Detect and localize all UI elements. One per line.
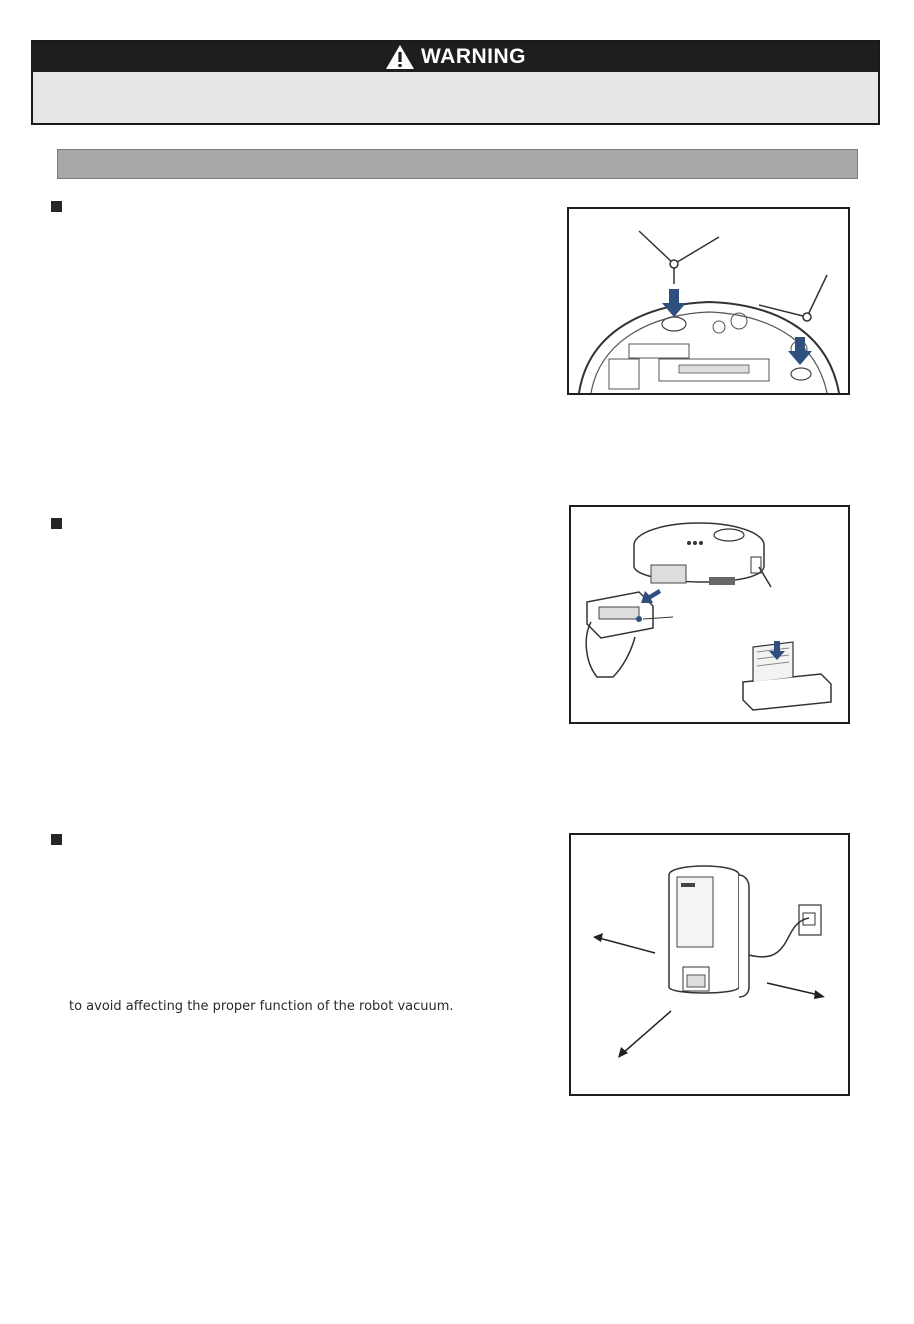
step-bullet [51, 834, 62, 845]
warning-title: WARNING [421, 45, 526, 68]
side-brush-figure [567, 207, 850, 395]
step-bullet [51, 518, 62, 529]
warning-triangle-icon [385, 44, 415, 70]
warning-header [33, 42, 878, 72]
section-header-bar [57, 149, 858, 179]
step-3-text: to avoid affecting the proper function of the robot vacuum. [69, 999, 454, 1014]
step-bullet [51, 201, 62, 212]
warning-box [31, 40, 880, 125]
dock-placement-figure [569, 833, 850, 1096]
dustbin-figure [569, 505, 850, 724]
